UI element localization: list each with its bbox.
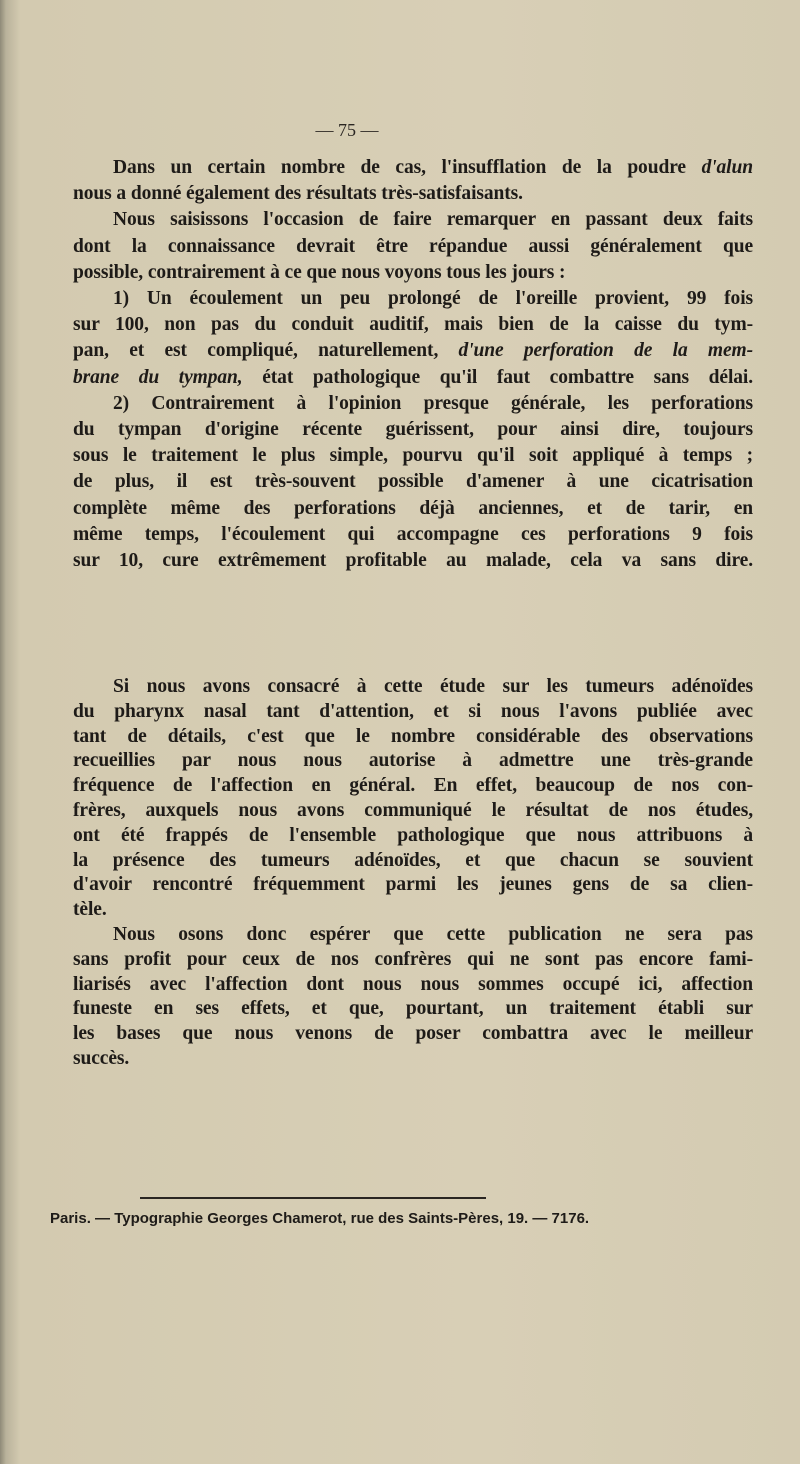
text-run: tant de détails, c'est que le nombre considérable des observations — [73, 725, 753, 747]
text-line — [73, 701, 753, 723]
text-run: état pathologique qu'il faut combattre sans délai. — [242, 366, 754, 388]
text-line — [113, 288, 753, 310]
text-line — [73, 899, 753, 921]
text-run: Dans un certain nombre de cas, l'insufflation de la poudre — [113, 157, 702, 178]
text-run: frères, auxquels nous avons communiqué le résultat de nos études, — [73, 800, 753, 821]
text-run: funeste en ses effets, et que, pourtant, un traitement établi sur — [73, 998, 753, 1020]
text-line — [73, 998, 753, 1020]
text-line — [73, 775, 753, 797]
printer-imprint: Paris. — Typographie Georges Chamerot, rue des Saints-Pères, 19. — 7176. — [50, 1210, 590, 1227]
text-run: sur 10, cure extrêmement profitable au malade, cela va sans dire. — [73, 550, 753, 571]
text-run: possible, contrairement à ce que nous voyons tous les jours : — [73, 261, 566, 283]
text-line — [73, 874, 753, 896]
text-line — [73, 236, 753, 258]
text-run: la présence des tumeurs adénoïdes, et que chacun se souvient — [73, 849, 753, 871]
text-run: 2) Contrairement à l'opinion presque générale, les perforations — [113, 392, 753, 414]
text-run: Nous saisissons l'occasion de faire remarquer en passant deux faits — [113, 209, 753, 231]
text-line — [73, 550, 753, 572]
text-run: de plus, il est très-souvent possible d'amener à une cicatrisation — [73, 471, 753, 493]
text-line — [73, 949, 753, 971]
text-line — [73, 750, 753, 772]
text-line — [73, 498, 753, 520]
text-run: d'avoir rencontré fréquemment parmi les jeunes gens de sa clien- — [73, 874, 753, 896]
text-line — [73, 471, 753, 493]
page-number: — 75 — — [315, 120, 379, 140]
text-run: nous a donné également des résultats très-satisfaisants. — [73, 183, 523, 205]
text-run: pan, et est compliqué, naturellement, — [73, 340, 459, 362]
text-line — [113, 157, 753, 179]
text-run: même temps, l'écoulement qui accompagne ces perforations 9 fois — [73, 523, 753, 545]
text-run: ont été frappés de l'ensemble pathologique que nous attribuons à — [73, 824, 753, 846]
text-line — [73, 850, 753, 872]
text-line — [73, 183, 753, 205]
italic-run: brane du tympan, — [73, 366, 243, 388]
text-line — [73, 800, 753, 822]
text-run: les bases que nous venons de poser combattra avec le meilleur — [73, 1023, 753, 1045]
text-run: du pharynx nasal tant d'attention, et si nous l'avons publiée avec — [73, 700, 753, 722]
text-line — [73, 726, 753, 748]
text-run: 1) Un écoulement un peu prolongé de l'oreille provient, 99 fois — [113, 288, 753, 309]
text-run: fréquence de l'affection en général. En effet, beaucoup de nos con- — [73, 775, 753, 797]
text-run: dont la connaissance devrait être répandue aussi généralement que — [73, 235, 753, 257]
text-line — [113, 676, 753, 698]
text-run: tèle. — [73, 899, 107, 921]
text-line — [113, 393, 753, 415]
italic-run: d'alun — [701, 157, 753, 178]
text-run: liarisés avec l'affection dont nous nous sommes occupé ici, affection — [73, 973, 753, 995]
text-line — [73, 825, 753, 847]
text-run: sous le traitement le plus simple, pourvu qu'il soit appliqué à temps ; — [73, 445, 753, 467]
text-line — [73, 262, 753, 284]
text-line — [113, 209, 753, 231]
text-line — [73, 314, 753, 336]
text-line — [73, 1023, 753, 1045]
text-line — [73, 445, 753, 467]
text-line — [113, 924, 753, 946]
text-line — [73, 367, 753, 389]
text-run: recueillies par nous nous autorise à admettre une très-grande — [73, 750, 753, 772]
italic-run: d'une perforation de la mem- — [458, 340, 753, 362]
text-run: du tympan d'origine récente guérissent, pour ainsi dire, toujours — [73, 419, 753, 440]
text-run: sur 100, non pas du conduit auditif, mais bien de la caisse du tym- — [73, 314, 753, 336]
text-run: sans profit pour ceux de nos confrères qui ne sont pas encore fami- — [73, 948, 753, 970]
text-run: succès. — [73, 1048, 130, 1069]
text-line — [73, 340, 753, 362]
text-line — [73, 524, 753, 546]
text-run: complète même des perforations déjà anciennes, et de tarir, en — [73, 497, 753, 519]
text-line — [73, 974, 753, 996]
text-run: Nous osons donc espérer que cette publication ne sera pas — [113, 924, 753, 945]
text-line — [73, 419, 753, 441]
footer-rule — [140, 1197, 486, 1199]
text-run: Si nous avons consacré à cette étude sur les tumeurs adénoïdes — [113, 676, 753, 697]
text-line — [73, 1048, 753, 1070]
